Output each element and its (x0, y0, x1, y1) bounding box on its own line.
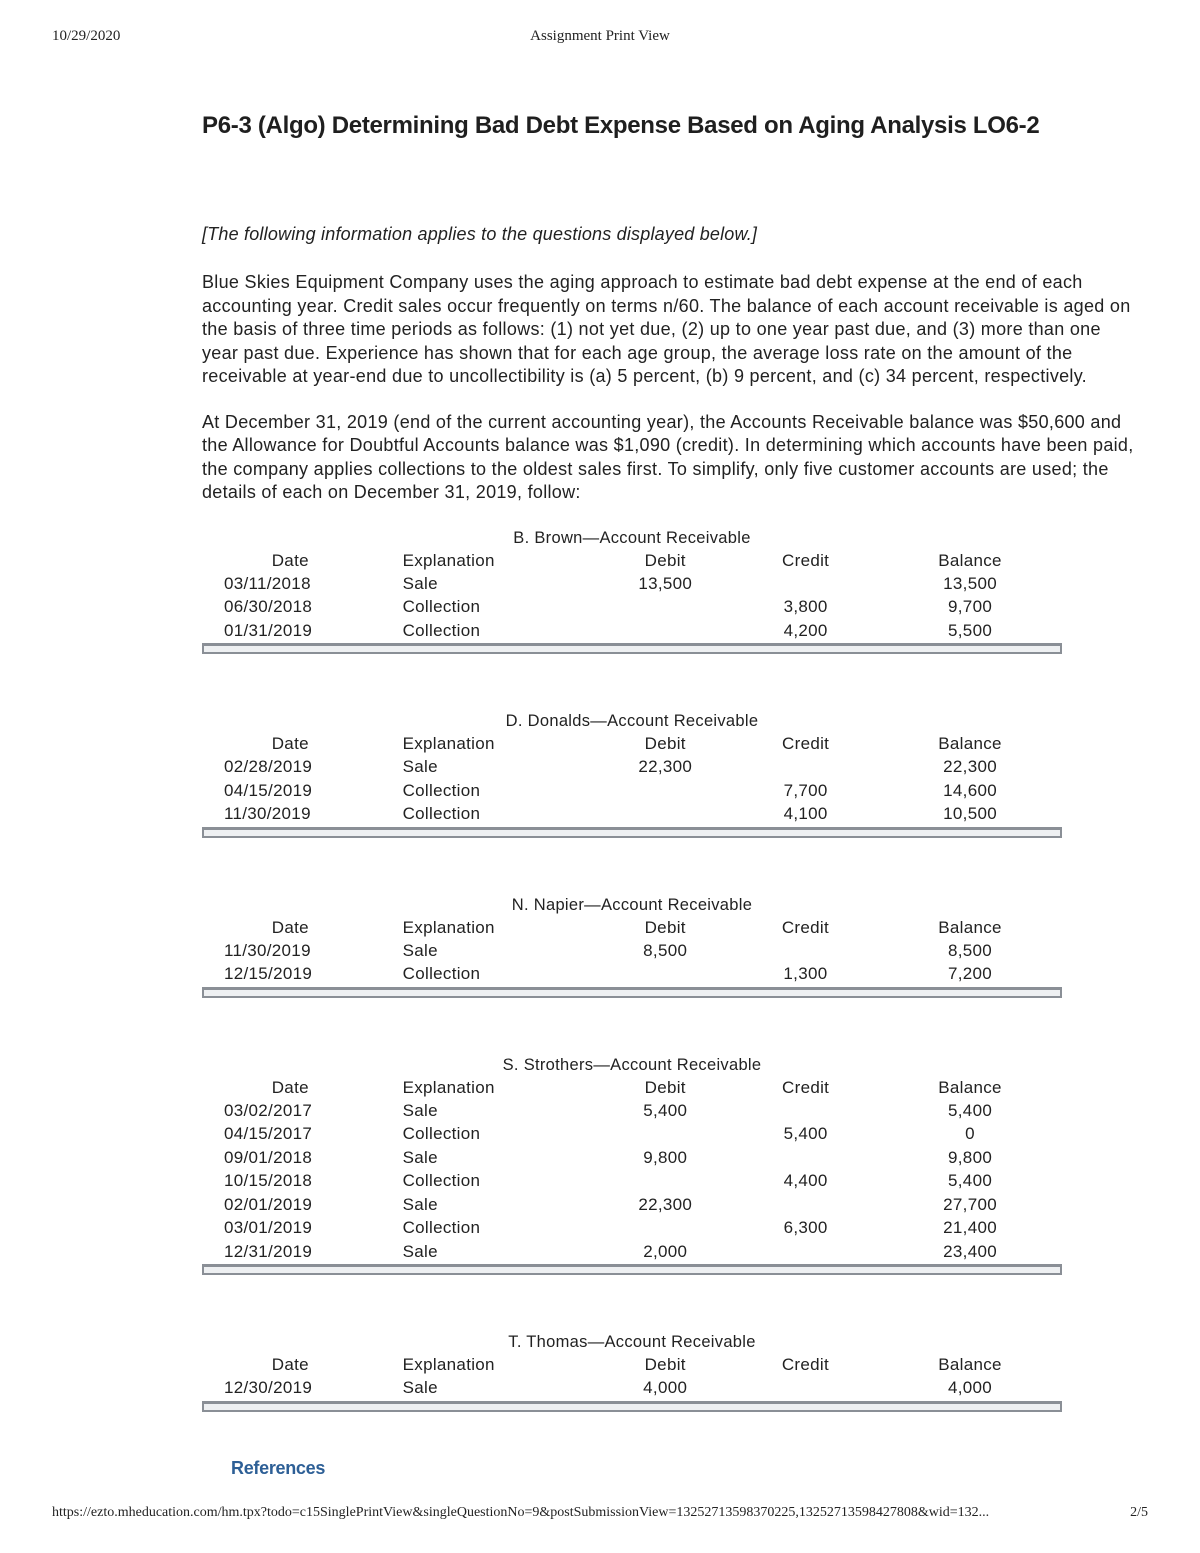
cell-debit: 13,500 (638, 573, 693, 593)
column-header-date: Date (271, 1355, 309, 1374)
column-header-explanation: Explanation (402, 734, 495, 753)
page-number: 2/5 (1130, 1505, 1148, 1520)
account-ledger (202, 710, 1062, 838)
cell-explanation: Collection (402, 597, 481, 616)
accounts-list (202, 527, 1142, 1412)
cell-credit (733, 755, 878, 779)
table-bottom-rule (202, 1401, 1062, 1412)
cell-debit (597, 779, 733, 803)
cell-date: 03/11/2018 (224, 573, 311, 593)
table-row (202, 1146, 1062, 1170)
table-row (202, 572, 1062, 596)
column-header-date: Date (271, 1077, 309, 1097)
cell-date: 12/30/2019 (224, 1378, 313, 1397)
table-row (202, 962, 1062, 986)
column-header-credit: Credit (782, 550, 830, 570)
table-row (202, 779, 1062, 803)
cell-credit (733, 572, 878, 596)
cell-balance: 9,800 (948, 1147, 993, 1167)
print-footer (52, 1505, 1148, 1527)
cell-explanation: Collection (402, 620, 481, 640)
cell-explanation: Sale (402, 573, 438, 593)
table-row (202, 939, 1062, 963)
account-title: N. Napier—Account Receivable (511, 895, 753, 914)
table-row (202, 1193, 1062, 1217)
print-date: 10/29/2020 (52, 28, 121, 44)
column-header-credit: Credit (781, 1355, 830, 1374)
cell-balance: 13,500 (943, 573, 997, 593)
table-row (202, 595, 1062, 619)
cell-balance: 21,400 (943, 1218, 997, 1237)
account-table (202, 1076, 1062, 1264)
problem-heading: P6-3 (Algo) Determining Bad Debt Expense Based on Aging Analysis LO6-2 (202, 112, 1040, 139)
column-header-explanation: Explanation (402, 550, 495, 570)
table-row (202, 1169, 1062, 1193)
cell-credit: 4,200 (783, 620, 828, 640)
cell-debit: 2,000 (643, 1241, 688, 1261)
table-bottom-rule (202, 987, 1062, 998)
cell-credit: 5,400 (783, 1124, 828, 1143)
account-table (202, 549, 1062, 643)
paragraph-balances: At December 31, 2019 (end of the current accounting year), the Accounts Receivable balance was $50,600 and the Allowance for Doubtful Accounts balance was $1,090 (credit). In determining which accounts have been paid, the company applies collections to the oldest sales first. To simplify, only five customer accounts are used; the details of each on December 31, 2019, follow: (202, 411, 1134, 502)
cell-debit (597, 1216, 733, 1240)
cell-balance: 22,300 (943, 757, 997, 776)
account-ledger (202, 527, 1062, 655)
column-header-debit: Debit (644, 550, 686, 570)
cell-debit: 22,300 (638, 1194, 693, 1214)
cell-debit: 8,500 (643, 940, 688, 960)
cell-credit: 4,100 (783, 804, 828, 823)
cell-debit: 5,400 (643, 1100, 688, 1120)
account-ledger (202, 1054, 1062, 1276)
account-title: T. Thomas—Account Receivable (508, 1333, 756, 1351)
cell-debit: 4,000 (643, 1378, 688, 1397)
cell-date: 01/31/2019 (224, 620, 313, 640)
cell-date: 02/01/2019 (224, 1194, 313, 1214)
cell-debit (597, 802, 733, 826)
cell-debit (597, 1169, 733, 1193)
cell-explanation: Collection (402, 1218, 481, 1237)
cell-balance: 23,400 (943, 1241, 997, 1261)
cell-credit: 1,300 (783, 964, 828, 983)
page-url: https://ezto.mheducation.com/hm.tpx?todo=c15SinglePrintView&singleQuestionNo=9&postSubmissionView=13252713598370225,13252713598427808&wid=132... (52, 1505, 990, 1520)
table-header-row (202, 1353, 1062, 1376)
cell-balance: 5,400 (948, 1171, 993, 1190)
account-table (202, 916, 1062, 986)
cell-date: 04/15/2019 (224, 780, 313, 800)
table-row (202, 755, 1062, 779)
cell-credit: 3,800 (783, 597, 828, 616)
cell-balance: 4,000 (947, 1378, 993, 1397)
table-row (202, 619, 1062, 643)
cell-balance: 10,500 (943, 804, 997, 823)
cell-explanation: Collection (402, 1124, 481, 1143)
column-header-explanation: Explanation (402, 1355, 495, 1374)
cell-date: 11/30/2019 (224, 804, 311, 823)
column-header-date: Date (271, 734, 309, 753)
cell-date: 02/28/2019 (224, 757, 313, 776)
cell-date: 12/31/2019 (224, 1241, 313, 1261)
cell-date: 06/30/2018 (224, 597, 313, 616)
cell-debit (597, 1122, 733, 1146)
cell-explanation: Sale (402, 1147, 438, 1167)
account-table (202, 732, 1062, 826)
column-header-debit: Debit (644, 734, 686, 753)
cell-date: 10/15/2018 (224, 1171, 313, 1190)
table-row (202, 1216, 1062, 1240)
column-header-balance: Balance (938, 734, 1002, 753)
problem-content (202, 221, 1142, 1412)
account-table (202, 1353, 1062, 1400)
table-bottom-rule (202, 643, 1062, 654)
account-title: D. Donalds—Account Receivable (505, 712, 759, 730)
cell-date: 03/02/2017 (224, 1100, 313, 1120)
cell-explanation: Collection (402, 780, 481, 800)
cell-debit: 22,300 (638, 757, 693, 776)
account-title: B. Brown—Account Receivable (513, 528, 751, 547)
cell-explanation: Sale (402, 940, 438, 960)
cell-explanation: Collection (402, 964, 481, 983)
column-header-balance: Balance (938, 550, 1002, 570)
cell-debit (597, 595, 733, 619)
column-header-explanation: Explanation (402, 917, 495, 937)
cell-date: 03/01/2019 (224, 1218, 313, 1237)
table-row (202, 1240, 1062, 1264)
references-link[interactable]: References (231, 1458, 326, 1478)
cell-balance: 14,600 (943, 780, 997, 800)
cell-balance: 27,700 (943, 1194, 997, 1214)
cell-date: 11/30/2019 (224, 940, 311, 960)
column-header-date: Date (271, 550, 309, 570)
table-row (202, 1376, 1062, 1400)
cell-credit: 6,300 (783, 1218, 828, 1237)
column-header-explanation: Explanation (402, 1077, 495, 1097)
cell-explanation: Sale (402, 1194, 438, 1214)
table-header-row (202, 1076, 1062, 1099)
cell-credit (733, 1376, 878, 1400)
cell-balance: 5,500 (948, 620, 993, 640)
cell-credit (733, 1146, 878, 1170)
table-header-row (202, 732, 1062, 755)
cell-credit: 4,400 (783, 1171, 828, 1190)
cell-date: 04/15/2017 (224, 1124, 313, 1143)
column-header-date: Date (271, 917, 309, 937)
column-header-debit: Debit (644, 1077, 686, 1097)
column-header-credit: Credit (782, 1077, 830, 1097)
table-row (202, 802, 1062, 826)
print-header (52, 28, 1148, 52)
cell-debit (597, 619, 733, 643)
account-title: S. Strothers—Account Receivable (502, 1055, 762, 1074)
cell-credit (733, 1240, 878, 1264)
column-header-balance: Balance (938, 1355, 1002, 1374)
cell-credit (733, 939, 878, 963)
table-bottom-rule (202, 1264, 1062, 1275)
column-header-balance: Balance (938, 1077, 1002, 1097)
table-header-row (202, 549, 1062, 572)
cell-explanation: Collection (402, 1171, 481, 1190)
cell-date: 09/01/2018 (224, 1147, 313, 1167)
cell-debit: 9,800 (643, 1147, 688, 1167)
paragraph-aging-approach: Blue Skies Equipment Company uses the aging approach to estimate bad debt expense at the end of each accounting year. Credit sales occur frequently on terms n/60. The balance of each account receivable is aged on the basis of three time periods as follows: (1) not yet due, (2) up to one year past due, and (3) more than one year past due. Experience has shown that for each age group, the average loss rate on the amount of the receivable at year-end due to uncollectibility is (a) 5 percent, (b) 9 percent, and (c) 34 percent, respectively. (202, 272, 1131, 386)
cell-credit (733, 1193, 878, 1217)
cell-explanation: Sale (402, 1378, 438, 1397)
account-ledger (202, 894, 1062, 998)
cell-balance: 0 (965, 1124, 975, 1143)
cell-explanation: Collection (402, 804, 481, 823)
cell-explanation: Sale (402, 757, 438, 776)
cell-explanation: Sale (402, 1241, 438, 1261)
cell-balance: 7,200 (947, 964, 993, 983)
intro-note: [The following information applies to the questions displayed below.] (202, 224, 758, 244)
print-title: Assignment Print View (530, 28, 670, 44)
column-header-credit: Credit (782, 734, 830, 753)
cell-credit: 7,700 (783, 780, 828, 800)
cell-balance: 5,400 (948, 1100, 993, 1120)
column-header-debit: Debit (644, 1355, 686, 1374)
cell-credit (733, 1099, 878, 1123)
table-row (202, 1099, 1062, 1123)
cell-balance: 8,500 (947, 940, 993, 960)
table-row (202, 1122, 1062, 1146)
cell-balance: 9,700 (948, 597, 993, 616)
column-header-balance: Balance (938, 917, 1002, 937)
table-header-row (202, 916, 1062, 939)
account-ledger (202, 1331, 1062, 1412)
column-header-debit: Debit (644, 917, 686, 937)
cell-debit (598, 962, 733, 986)
column-header-credit: Credit (781, 917, 830, 937)
cell-explanation: Sale (402, 1100, 438, 1120)
cell-date: 12/15/2019 (224, 964, 313, 983)
table-bottom-rule (202, 827, 1062, 838)
